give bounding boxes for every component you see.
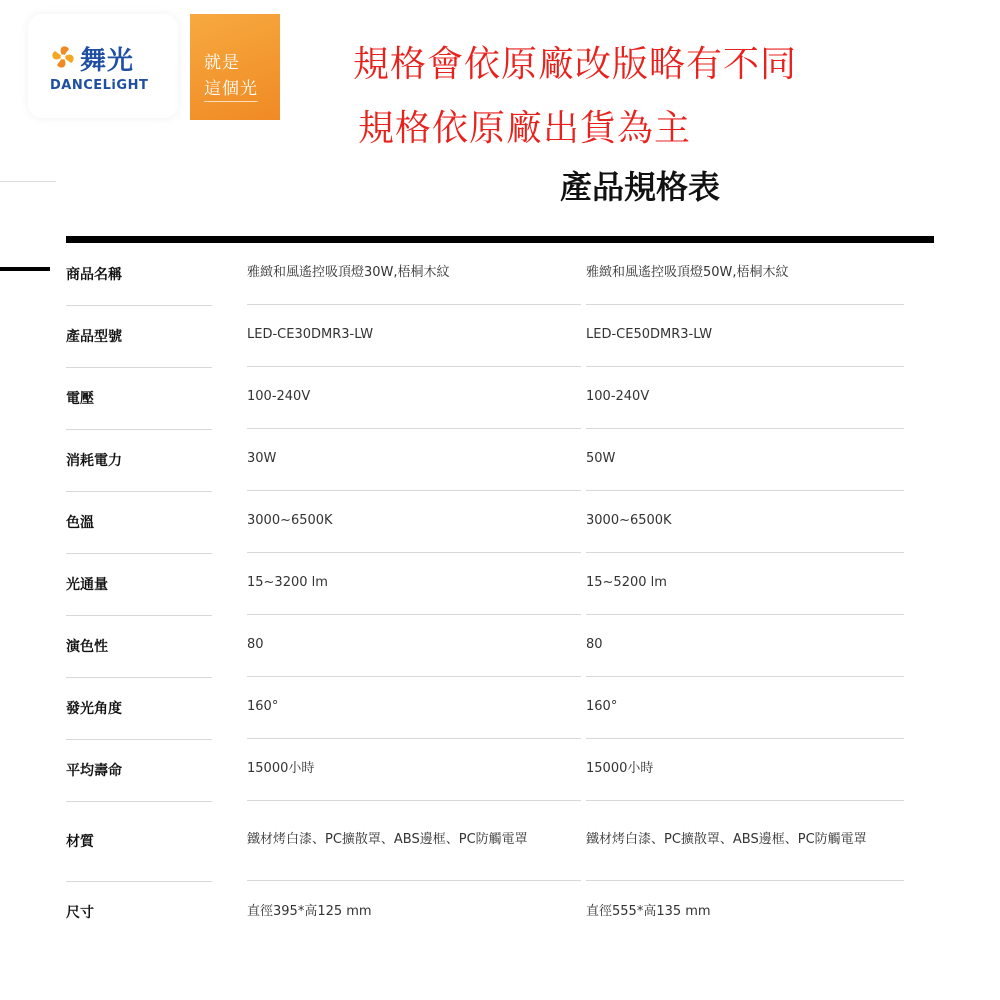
spec-value-50w: 15000小時: [586, 739, 904, 801]
table-row: [66, 305, 904, 367]
table-row: [66, 367, 904, 429]
logo-english-name: DANCELiGHT: [50, 78, 149, 93]
table-row: [66, 615, 904, 677]
spec-value-50w: 3000~6500K: [586, 491, 904, 553]
spec-value-30w: 15000小時: [247, 739, 581, 801]
row-label: 色溫: [66, 491, 212, 554]
table-row: [66, 677, 904, 739]
decorative-divider: [0, 181, 56, 182]
spec-value-30w: 雅緻和風遙控吸頂燈30W,梧桐木紋: [247, 243, 581, 305]
spec-value-30w: 80: [247, 615, 581, 677]
row-label: 產品型號: [66, 305, 212, 368]
row-label: 電壓: [66, 367, 212, 430]
brand-logo: [28, 14, 178, 118]
table-row: [66, 491, 904, 553]
row-label: 材質: [66, 801, 212, 882]
slogan-badge: [190, 14, 280, 120]
row-label: 平均壽命: [66, 739, 212, 802]
table-row: [66, 739, 904, 801]
row-label: 光通量: [66, 553, 212, 616]
spec-value-30w: 30W: [247, 429, 581, 491]
row-label: 尺寸: [66, 905, 94, 921]
spec-value-30w: 直徑395*高125 mm: [247, 903, 372, 919]
spec-value-50w: 50W: [586, 429, 904, 491]
spec-value-50w: 100-240V: [586, 367, 904, 429]
spec-value-50w: 160°: [586, 677, 904, 739]
spec-value-30w: 15~3200 lm: [247, 553, 581, 615]
left-accent-bar: [0, 267, 50, 271]
spec-value-50w: 鐵材烤白漆、PC擴散罩、ABS邊框、PC防觸電罩: [586, 801, 904, 881]
spec-value-30w: 100-240V: [247, 367, 581, 429]
spec-value-30w: 鐵材烤白漆、PC擴散罩、ABS邊框、PC防觸電罩: [247, 801, 581, 881]
table-row: [66, 881, 904, 943]
spec-table: [66, 243, 904, 943]
slogan-line-1: 就是: [204, 53, 240, 73]
spec-value-50w: 15~5200 lm: [586, 553, 904, 615]
row-label: 演色性: [66, 615, 212, 678]
slogan-line-2: 這個光: [204, 74, 258, 102]
spec-value-50w: 直徑555*高135 mm: [586, 903, 711, 919]
row-label: 發光角度: [66, 677, 212, 740]
table-row: [66, 553, 904, 615]
notice-ship-standard: 規格依原廠出貨為主: [358, 108, 692, 149]
spec-value-30w: LED-CE30DMR3-LW: [247, 305, 581, 367]
table-row: [66, 801, 904, 881]
table-row: [66, 429, 904, 491]
row-label: 消耗電力: [66, 429, 212, 492]
notice-version-differs: 規格會依原廠改版略有不同: [353, 44, 798, 85]
row-label: 商品名稱: [66, 243, 212, 306]
page-title: 產品規格表: [560, 168, 721, 206]
table-row: [66, 243, 904, 305]
logo-chinese-name: 舞光: [80, 46, 135, 76]
spec-value-50w: LED-CE50DMR3-LW: [586, 305, 904, 367]
spec-value-30w: 3000~6500K: [247, 491, 581, 553]
spec-value-50w: 雅緻和風遙控吸頂燈50W,梧桐木紋: [586, 243, 904, 305]
spec-value-30w: 160°: [247, 677, 581, 739]
spec-value-50w: 80: [586, 615, 904, 677]
fan-logo-icon: [50, 44, 76, 70]
